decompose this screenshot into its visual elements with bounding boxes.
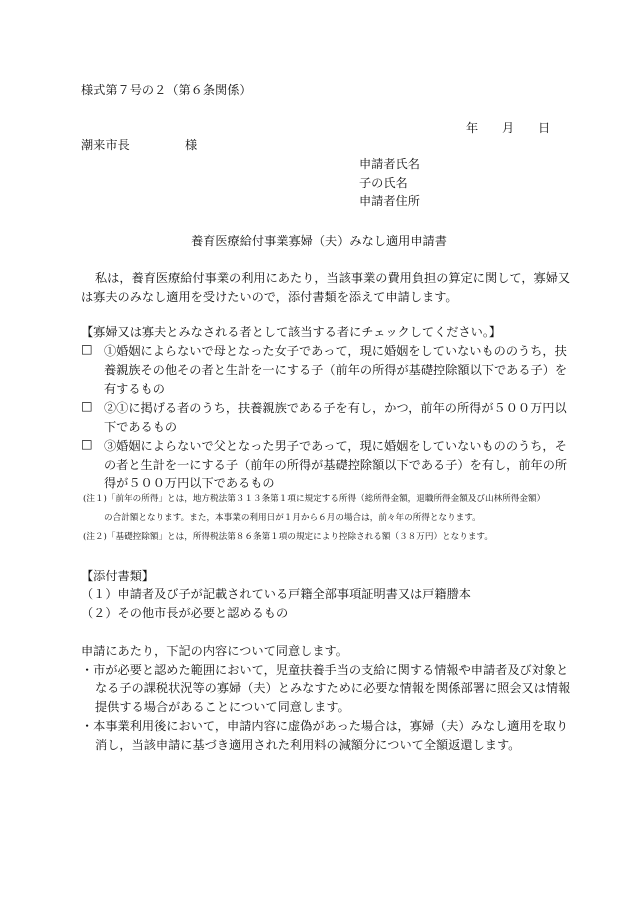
note-2: (注２)「基礎控除額」とは，所得税法第８６条第１項の規定により控除される額（３８万円）となります。 (83, 532, 493, 542)
intro-line: 私は，養育医療給付事業の利用にあたり，当該事業の費用負担の算定に関して，寡婦又 (95, 271, 571, 285)
date-day: 日 (538, 121, 551, 135)
date-month: 月 (502, 121, 515, 135)
applicant-address-label: 申請者住所 (359, 194, 420, 208)
addressee-name: 潮来市長 (81, 138, 130, 152)
option-text-line: ②①に掲げる者のうち，扶養親族である子を有し，かつ，前年の所得が５００万円以 (104, 401, 567, 415)
agreement-item-line: ・市が必要と認めた範囲において，児童扶養手当の支給に関する情報や申請者及び対象と (81, 663, 569, 677)
option-checkbox[interactable]: □ (81, 437, 93, 451)
date-year: 年 (466, 121, 479, 135)
agreement-item-line: 消し，当該申請に基づき適用された利用料の減額分について全額返還します。 (95, 738, 521, 752)
addressee-honorific: 様 (185, 138, 198, 152)
document-title: 養育医療給付事業寡婦（夫）みなし適用申請書 (191, 234, 447, 248)
option-checkbox[interactable]: □ (81, 342, 93, 356)
note-1-line: (注１)「前年の所得」とは，地方税法第３１３条第１項に規定する所得（総所得金額，退職所得金額及び山林所得金額） (83, 494, 546, 504)
check-heading: 【寡婦又は寡夫とみなされる者として該当する者にチェックしてください。】 (81, 325, 502, 339)
option-text-line: の者と生計を一にする子（前年の所得が基礎控除額以下である子）を有し，前年の所 (104, 458, 568, 472)
option-text-line: ③婚姻によらないで父となった男子であって，現に婚姻をしていないもののうち，そ (104, 439, 567, 453)
agreement-item-line: ・本事業利用後において，申請内容に虚偽があった場合は，寡婦（夫）みなし適用を取り (81, 719, 569, 733)
attachments-heading: 【添付書類】 (81, 569, 155, 583)
option-checkbox[interactable]: □ (81, 399, 93, 413)
attachment-item: （２）その他市長が必要と認めるもの (81, 606, 289, 620)
intro-line: は寡夫のみなし適用を受けたいので，添付書類を添えて申請します。 (81, 290, 458, 304)
form-number: 様式第７号の２（第６条関係） (81, 83, 252, 97)
option-text-line: 有するもの (104, 382, 165, 396)
agreement-intro: 申請にあたり，下記の内容について同意します。 (81, 644, 348, 658)
agreement-item-line: なる子の課税状況等の寡婦（夫）とみなすために必要な情報を関係部署に照会又は情報 (95, 681, 571, 695)
attachment-item: （１）申請者及び子が記載されている戸籍全部事項証明書又は戸籍謄本 (81, 587, 471, 601)
option-text-line: 養親族その他その者と生計を一にする子（前年の所得が基礎控除額以下である子）を (104, 363, 568, 377)
child-name-label: 子の氏名 (359, 176, 408, 190)
option-text-line: 得が５００万円以下であるもの (104, 476, 275, 490)
option-text-line: 下であるもの (104, 420, 178, 434)
note-1-line: の合計額となります。また，本事業の利用日が１月から６月の場合は，前々年の所得となります。 (104, 513, 481, 523)
option-text-line: ①婚姻によらないで母となった女子であって，現に婚姻をしていないもののうち，扶 (104, 344, 567, 358)
agreement-item-line: 提供する場合があることについて同意します。 (95, 700, 350, 714)
applicant-name-label: 申請者氏名 (359, 157, 420, 171)
